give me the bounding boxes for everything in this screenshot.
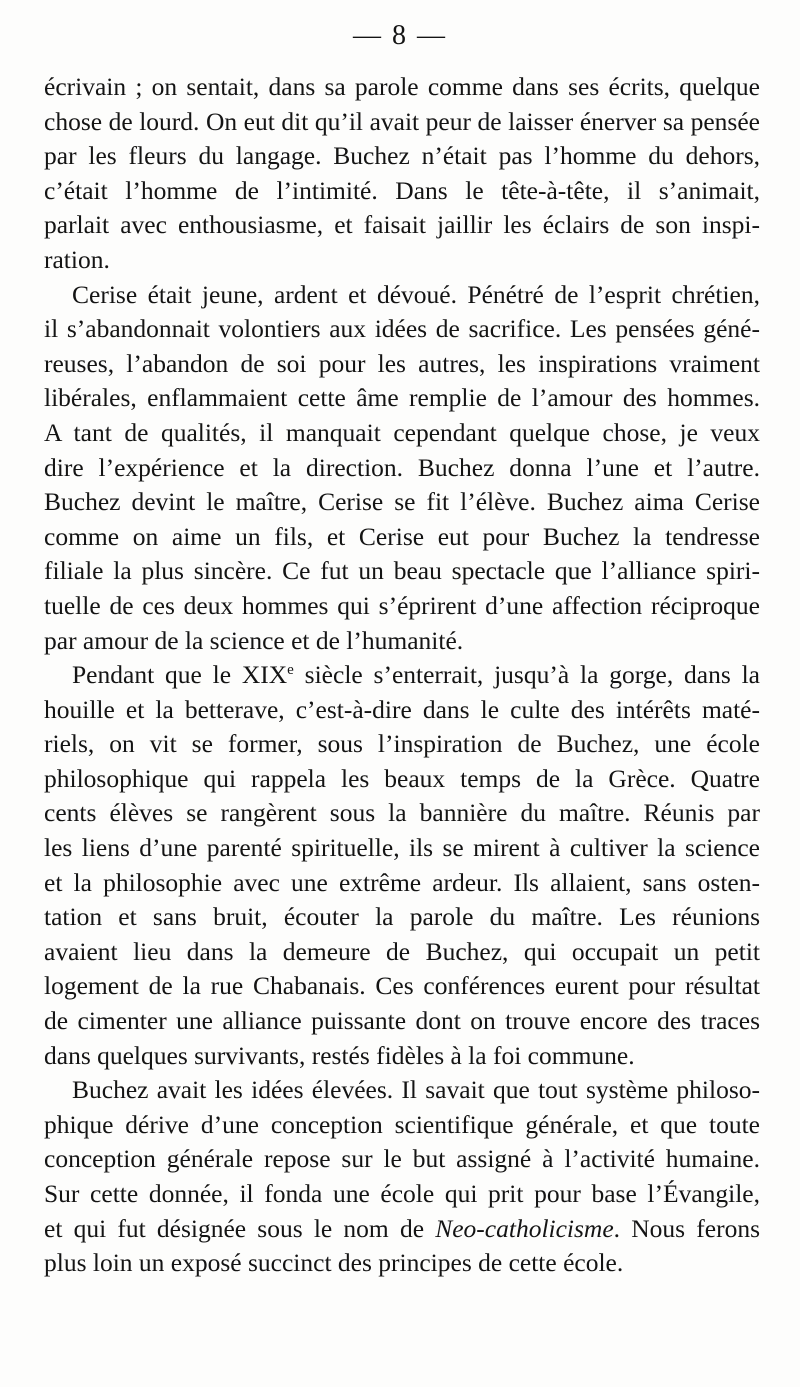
body-text: [44, 70, 760, 1281]
text-line: Sur cette donnée, il fonda une école qui prit pour base l’Évangile,: [44, 1179, 760, 1208]
text-line: tation et sans bruit, écouter la parole du maître. Les réunions: [44, 902, 760, 932]
paragraph-3: [44, 658, 760, 1073]
text-line: comme on aime un fils, et Cerise eut pour Buchez la tendresse: [44, 521, 760, 551]
text-line: Buchez devint le maître, Cerise se fit l’élève. Buchez aima Cerise: [44, 487, 760, 517]
text-line: ration.: [44, 244, 110, 274]
text-line: dire l’expérience et la direction. Buchez donna l’une et l’autre.: [44, 452, 760, 482]
page-number: — 8 —: [353, 20, 447, 51]
text-line: c’était l’homme de l’intimité. Dans le tête-à-tête, il s’animait,: [44, 175, 760, 205]
text-segment: Pendant que le XIX: [72, 660, 288, 690]
superscript: e: [287, 662, 294, 679]
text-line: houille et la betterave, c’est-à-dire dans le culte des intérêts maté-: [44, 694, 760, 724]
text-line: Cerise était jeune, ardent et dévoué. Pénétré de l’esprit chrétien,: [72, 279, 760, 309]
text-line: avaient lieu dans la demeure de Buchez, qui occupait un petit: [44, 936, 760, 966]
text-segment: et qui fut désignée sous le nom de: [44, 1213, 436, 1243]
text-line: il s’abandonnait volontiers aux idées de sacrifice. Les pensées géné-: [44, 314, 760, 344]
text-line: phique dérive d’une conception scientifique générale, et que toute: [44, 1109, 760, 1139]
text-line: libérales, enflammaient cette âme remplie de l’amour des hommes.: [44, 383, 760, 413]
text-line: dans quelques survivants, restés fidèles à la foi commune.: [44, 1040, 635, 1070]
paragraph-2: [44, 278, 760, 659]
text-line: tuelle de ces deux hommes qui s’éprirent d’une affection réciproque: [44, 590, 760, 620]
text-line: Buchez avait les idées élevées. Il savait que tout système philoso-: [72, 1075, 760, 1105]
text-line: de cimenter une alliance puissante dont on trouve encore des traces: [44, 1006, 760, 1036]
text-line: écrivain ; on sentait, dans sa parole comme dans ses écrits, quelque: [44, 72, 760, 101]
text-line: [44, 1212, 760, 1247]
text-line: [44, 658, 760, 693]
text-line: chose de lourd. On eut dit qu’il avait peur de laisser énerver sa pensée: [44, 106, 760, 136]
paragraph-1: [44, 70, 760, 278]
text-line: par amour de la science et de l’humanité.: [44, 625, 464, 655]
text-line: plus loin un exposé succinct des principes de cette école.: [44, 1248, 624, 1278]
text-line: conception générale repose sur le but assigné à l’activité humaine.: [44, 1144, 760, 1174]
text-line: philosophique qui rappela les beaux temps de la Grèce. Quatre: [44, 763, 760, 793]
text-line: les liens d’une parenté spirituelle, ils se mirent à cultiver la science: [44, 833, 760, 863]
text-line: riels, on vit se former, sous l’inspiration de Buchez, une école: [44, 729, 760, 759]
text-line: logement de la rue Chabanais. Ces conférences eurent pour résultat: [44, 971, 760, 1001]
text-segment: siècle s’enterrait, jusqu’à la gorge, dans la: [293, 660, 760, 690]
text-line: cents élèves se rangèrent sous la bannière du maître. Réunis par: [44, 798, 760, 828]
text-line: et la philosophie avec une extrême ardeur. Ils allaient, sans osten-: [44, 867, 760, 897]
italic-term: Neo-catholicisme: [435, 1213, 614, 1243]
text-segment: . Nous ferons: [613, 1213, 760, 1243]
text-line: reuses, l’abandon de soi pour les autres, les inspirations vraiment: [44, 348, 760, 378]
text-line: par les fleurs du langage. Buchez n’était pas l’homme du dehors,: [44, 141, 760, 171]
text-line: parlait avec enthousiasme, et faisait jaillir les éclairs de son inspi-: [44, 210, 760, 240]
paragraph-4: [44, 1073, 760, 1281]
text-line: A tant de qualités, il manquait cependant quelque chose, je veux: [44, 417, 760, 447]
text-line: filiale la plus sincère. Ce fut un beau spectacle que l’alliance spiri-: [44, 556, 760, 586]
